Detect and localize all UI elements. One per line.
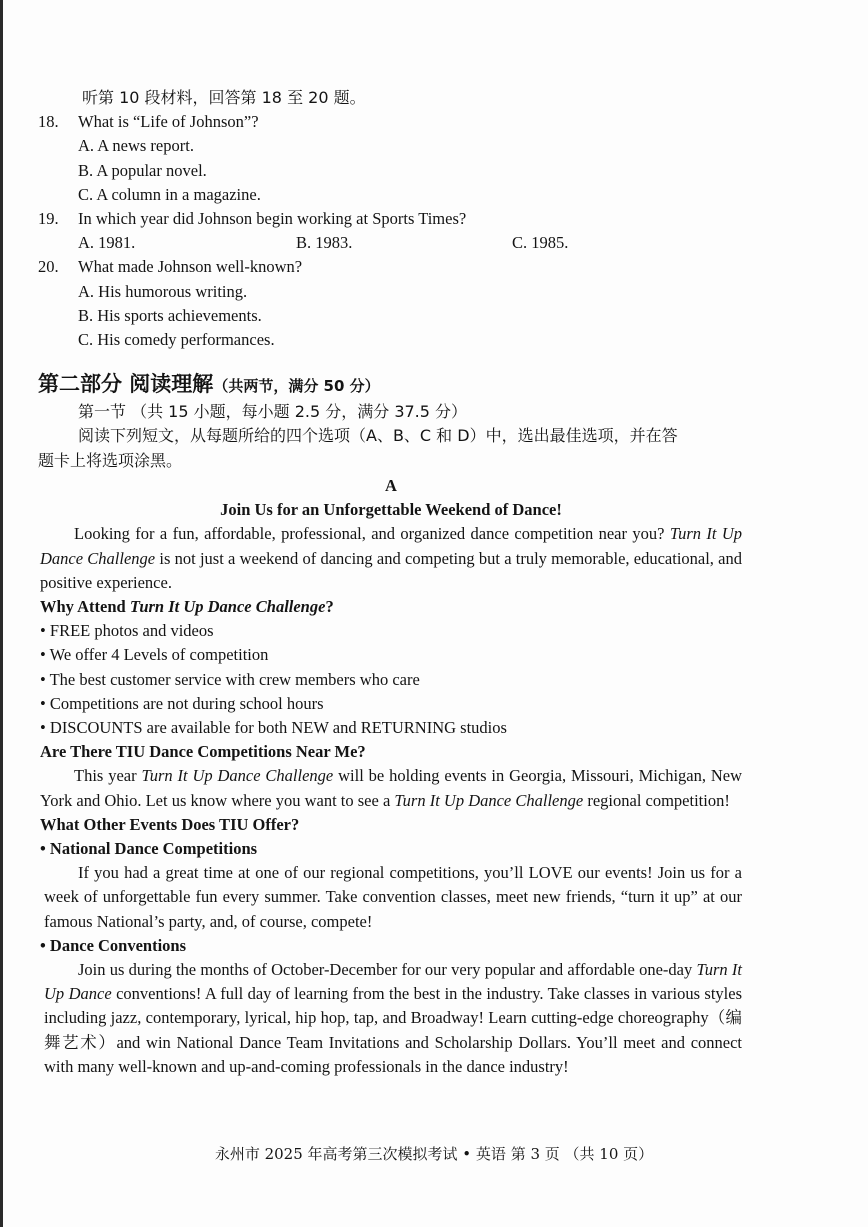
passage-title: Join Us for an Unforgettable Weekend of Dance! xyxy=(220,500,562,520)
other-events-heading: What Other Events Does TIU Offer? xyxy=(40,814,300,834)
list-item: • FREE photos and videos xyxy=(40,621,214,641)
question-text: What is “Life of Johnson”? xyxy=(78,112,259,132)
conventions-heading: • Dance Conventions xyxy=(40,935,187,955)
option: C. A column in a magazine. xyxy=(78,184,261,204)
instruction-line-1: 阅读下列短文，从每题所给的四个选项（A、B、C 和 D）中，选出最佳选项，并在答 xyxy=(78,426,678,446)
part2-title: 第二部分 阅读理解 xyxy=(38,372,214,396)
listening-section xyxy=(38,86,746,352)
list-item: • DISCOUNTS are available for both NEW and RETURNING studios xyxy=(40,718,507,738)
bullet-list xyxy=(40,619,742,740)
option: B. His sports achievements. xyxy=(78,305,262,325)
part2-title-note: （共两节，满分 50 分） xyxy=(213,377,380,395)
option: B. A popular novel. xyxy=(78,160,207,180)
near-me-paragraph xyxy=(40,764,742,812)
passage-a xyxy=(40,474,742,1079)
text-run: is not just a weekend of dancing and competing but a truly memorable, educational, and positive experience. xyxy=(40,548,742,592)
text-run: ? xyxy=(325,597,334,617)
question-19 xyxy=(38,207,746,231)
question-18 xyxy=(38,110,746,134)
event-name: Turn It Up Dance Challenge xyxy=(141,766,334,786)
option: C. His comedy performances. xyxy=(78,330,275,350)
scan-edge xyxy=(0,0,3,1227)
question-number: 18. xyxy=(38,112,59,132)
option: C. 1985. xyxy=(512,233,569,253)
list-item: • We offer 4 Levels of competition xyxy=(40,645,269,665)
passage-intro-paragraph xyxy=(40,522,742,595)
event-name: Turn It Up Dance Challenge xyxy=(129,597,326,617)
page-footer: 永州市 2025 年高考第三次模拟考试 • 英语 第 3 页 （共 10 页） xyxy=(214,1145,654,1163)
option: B. 1983. xyxy=(296,233,353,253)
near-me-heading: Are There TIU Dance Competitions Near Me? xyxy=(40,742,366,762)
option: A. 1981. xyxy=(78,233,136,253)
question-number: 19. xyxy=(38,209,59,229)
event-name: Turn It Up Dance xyxy=(44,960,742,1004)
list-item: • Competitions are not during school hours xyxy=(40,693,324,713)
text-run: Looking for a fun, affordable, professional, and organized dance competition near you? xyxy=(74,524,665,544)
national-paragraph: If you had a great time at one of our regional competitions, you’ll LOVE our events! Join us for a week of unforgettable fun every summer. Take convention classes, meet new friends, “turn it up” at our famous National’s party, and, of course, compete! xyxy=(44,863,742,931)
part2-title-line xyxy=(38,372,746,398)
option: A. His humorous writing. xyxy=(78,281,248,301)
why-attend-heading xyxy=(40,595,742,619)
event-name: Turn It Up Dance Challenge xyxy=(40,524,742,568)
conventions-paragraph xyxy=(40,958,742,1079)
options-row xyxy=(38,231,746,255)
event-name: Turn It Up Dance Challenge xyxy=(394,790,584,810)
list-item: • The best customer service with crew members who care xyxy=(40,669,420,689)
text-run: regional competition! xyxy=(587,790,730,810)
section1-heading: 第一节 （共 15 小题，每小题 2.5 分，满分 37.5 分） xyxy=(78,402,468,422)
passage-letter: A xyxy=(385,476,397,495)
text-run: This year xyxy=(74,766,137,786)
question-text: In which year did Johnson begin working at Sports Times? xyxy=(78,209,467,229)
question-number: 20. xyxy=(38,257,59,277)
question-20 xyxy=(38,255,746,279)
text-run: conventions! A full day of learning from the best in the industry. Take classes in various styles including jazz, contemporary, lyrical, hip hop, tap, and Broadway! Learn cutting-edge choreography（编舞艺术）and win National Dance Team Invitations and Scholarship Dollars. You’ll meet and connect with many well-known and up-and-coming professionals in the dance industry! xyxy=(44,984,743,1076)
part2-header xyxy=(38,372,746,473)
text-run: Join us during the months of October-December for our very popular and affordable one-day xyxy=(78,960,693,980)
text-run: will be holding events in Georgia, Missouri, Michigan, New York and Ohio. Let us know where you want to see a xyxy=(40,766,743,810)
listening-intro: 听第 10 段材料，回答第 18 至 20 题。 xyxy=(82,88,366,107)
option: A. A news report. xyxy=(78,136,194,156)
instruction-line-2: 题卡上将选项涂黑。 xyxy=(38,450,183,470)
question-text: What made Johnson well-known? xyxy=(78,257,303,277)
national-heading: • National Dance Competitions xyxy=(40,839,258,859)
text-run: Why Attend xyxy=(40,597,126,617)
